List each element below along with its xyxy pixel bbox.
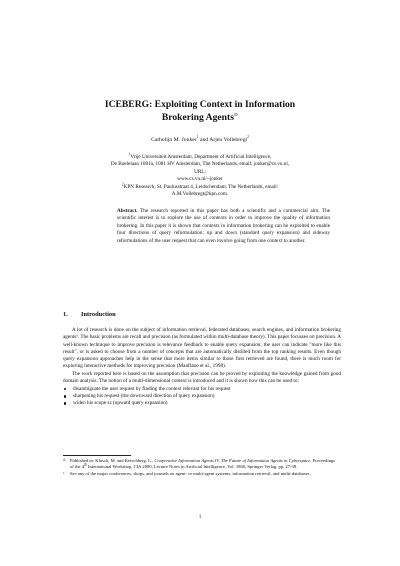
title-line-2-text: Brokering Agents xyxy=(161,111,234,123)
affiliation-2-line-2: A.M.Vollebregt@kpn.com. xyxy=(171,191,229,198)
paper-title xyxy=(0,99,400,124)
footnote-2-mark: 1 xyxy=(63,471,65,476)
paragraph-2: The work reported here is based on the assumption that precision can be proved by exploiting the knowledge gained from good domain analysis. The notion of a multi-dimensional context is introduced and it is shown how this can be used to: xyxy=(63,371,341,385)
abstract-text: The research reported in this paper has both a scientific and a commercial aim. The scientific interest is to explore the use of contexts in order to improve the quality of information brokering. In this paper it is shown that contexts in information brokering can be exploited to enable four directions of query reformulation: up and down (standard query expansion) and sideway reformulations of the user request that can even involve going from one context to another. xyxy=(117,208,330,244)
author-1-name: Catholijn M. Jonker xyxy=(151,137,197,143)
footnotes xyxy=(63,458,339,478)
footnote-2 xyxy=(63,471,339,477)
bullet-list xyxy=(63,386,341,408)
abstract xyxy=(117,208,330,245)
bullet-item: sharpening his request (the downward direction of query expansion) xyxy=(63,393,341,400)
affiliation-2-line-1 xyxy=(110,181,290,191)
footnote-1 xyxy=(63,458,339,470)
footnote-rule xyxy=(63,455,131,456)
footnote-1-text-b: , Proceedings of the 4 xyxy=(70,458,336,470)
author-2-name: and Arjen Vollebregt xyxy=(198,137,248,143)
bullet-item: widen his scope sz (upward query expansion) xyxy=(63,400,341,407)
author-2-sup: 2 xyxy=(247,135,249,140)
section-title: Introduction xyxy=(81,311,116,318)
footnote-2-text: See any of the major conferences, shops, and journals on agent- or multi-agent systems, information retrieval, and multi-databases. xyxy=(70,471,311,477)
affiliations xyxy=(110,154,290,198)
section-number: 1. xyxy=(63,311,68,318)
footnote-1-text-c: International Workshop, CIA 2000, Lecture Notes in Artificial Intelligence, Vol. 1860, Springer Verlag, pp. 27-38. xyxy=(86,464,298,470)
footnote-1-ordinal: th xyxy=(84,462,87,467)
footnote-1-text-a: Published in: Klusch, M. and Kerschberg, L., xyxy=(70,458,155,463)
body-text xyxy=(63,327,341,407)
affiliation-1-line-2: De Boelelaan 1081a, 1081 HV Amsterdam, The Netherlands, email: jonker@cs.vu.nl, URL: xyxy=(110,161,290,175)
title-footnote-mark: ⊙ xyxy=(233,112,239,118)
affiliation-1-line-1 xyxy=(110,154,290,161)
section-heading xyxy=(63,311,116,318)
footnote-1-book-title: Cooperative Information Agents IV, The Future of Information Agents in Cyberspace xyxy=(154,458,311,463)
affiliation-2-sup: 2 xyxy=(121,181,124,186)
affiliation-1-sup: 1 xyxy=(128,152,131,157)
title-line-1: ICEBERG: Exploiting Context in Information xyxy=(104,99,296,110)
affiliation-2-line-1-text: KPN Research, St. Paulusstraat 4, Leidschendam, The Netherlands, email: xyxy=(123,183,279,190)
footnote-1-mark: ⊙ xyxy=(63,457,66,462)
author-1-sup: 1 xyxy=(196,135,199,140)
title-line-2 xyxy=(0,112,400,125)
bullet-item: disambiguate the user request by finding the context relevant for his request xyxy=(63,386,341,393)
authors-line xyxy=(0,137,400,143)
affiliation-1-line-1-text: Vrije Universiteit Amsterdam, Department of Artificial Intelligence, xyxy=(130,154,272,160)
page-number: 1 xyxy=(198,514,202,520)
affiliation-1-line-3: www.cs.vu.nl/~jonker xyxy=(177,176,223,183)
abstract-label: Abstract. xyxy=(117,208,138,214)
paragraph-1: A lot of research is done on the subject of information retrieval, federated databases, search engines, and information brokering agents¹. The basic problems are recall and precision (as formulated within multi-database theory). This paper focusses on precision. A well-known technique to improve precision is relevance feedback to enable query expansion; the user can indicate "more like this result", or is asked to choose from a number of concepts that are automatically distilled from the top ranking results. Even though query expansion approaches help in the sense that more items similar to those first retrieved are found, there is much room for exploring interactive methods for improving precision (Manflano et al., 1998). xyxy=(63,327,341,370)
